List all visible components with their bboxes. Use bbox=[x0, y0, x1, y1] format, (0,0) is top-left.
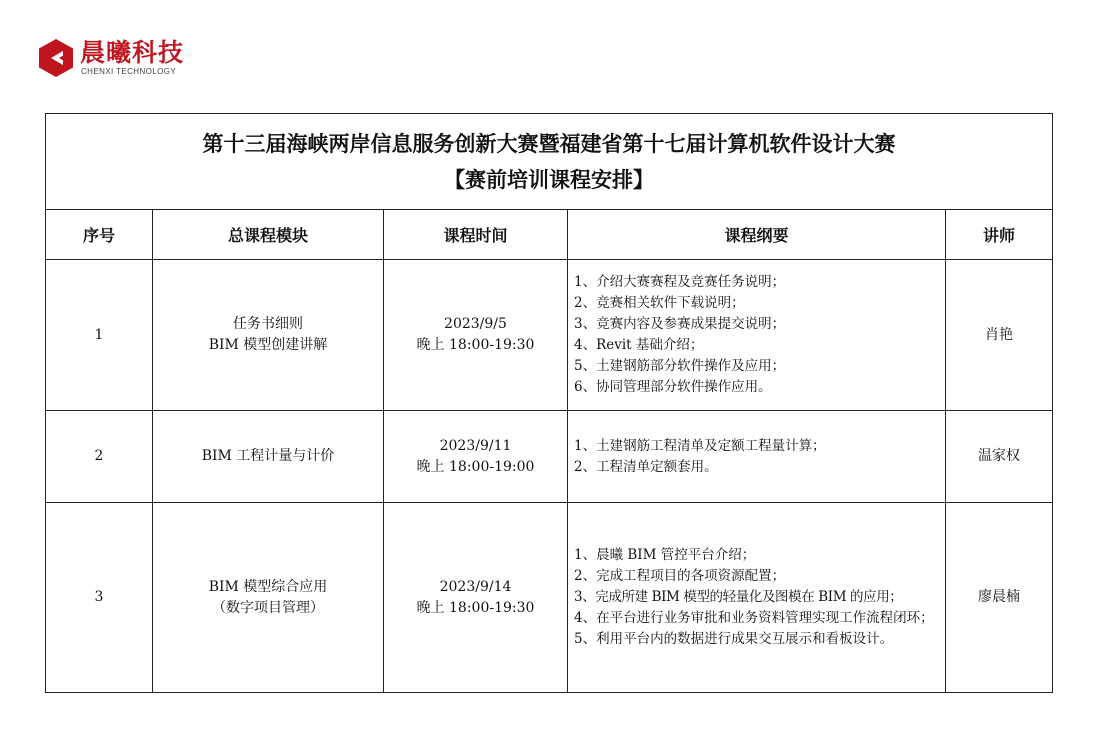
row-time bbox=[384, 260, 568, 411]
outline-item: 1、介绍大赛赛程及竞赛任务说明； bbox=[574, 274, 786, 290]
header-lecturer: 讲师 bbox=[946, 210, 1053, 260]
course-time: 晚上 18:00-19:00 bbox=[416, 458, 535, 475]
outline-item: 5、土建钢筋部分软件操作及应用； bbox=[574, 358, 786, 374]
row-outline bbox=[568, 411, 946, 503]
header-time: 课程时间 bbox=[384, 210, 568, 260]
outline-item: 4、在平台进行业务审批和业务资料管理实现工作流程闭环； bbox=[574, 610, 934, 626]
row-lecturer: 肖艳 bbox=[946, 260, 1053, 411]
outline-item: 6、协同管理部分软件操作应用。 bbox=[574, 379, 772, 395]
company-logo bbox=[36, 38, 184, 78]
header-row bbox=[46, 210, 1053, 260]
row-time bbox=[384, 411, 568, 503]
outline-item: 4、Revit 基础介绍； bbox=[574, 337, 704, 353]
module-line: （数字项目管理） bbox=[212, 599, 324, 616]
row-index: 2 bbox=[46, 411, 153, 503]
document-subtitle: 【赛前培训课程安排】 bbox=[444, 167, 654, 192]
course-date: 2023/9/11 bbox=[439, 437, 512, 454]
row-lecturer: 廖晨楠 bbox=[946, 503, 1053, 693]
row-module bbox=[153, 503, 384, 693]
outline-item: 2、工程清单定额套用。 bbox=[574, 458, 718, 475]
module-line: BIM 模型创建讲解 bbox=[208, 337, 328, 353]
header-module: 总课程模块 bbox=[153, 210, 384, 260]
outline-item: 3、竞赛内容及参赛成果提交说明； bbox=[574, 316, 786, 332]
row-lecturer: 温家权 bbox=[946, 411, 1053, 503]
row-outline bbox=[568, 503, 946, 693]
header-outline: 课程纲要 bbox=[568, 210, 946, 260]
outline-item: 1、晨曦 BIM 管控平台介绍； bbox=[574, 547, 756, 563]
table-row bbox=[46, 503, 1053, 693]
row-index: 1 bbox=[46, 260, 153, 411]
module-line: BIM 模型综合应用 bbox=[208, 578, 328, 595]
course-time: 晚上 18:00-19:30 bbox=[416, 599, 535, 616]
module-line: BIM 工程计量与计价 bbox=[201, 448, 335, 464]
outline-item: 1、土建钢筋工程清单及定额工程量计算； bbox=[574, 437, 826, 454]
logo-name-cn: 晨曦科技 bbox=[80, 38, 185, 67]
chenxi-logo-mark-icon bbox=[36, 38, 76, 78]
module-line: 任务书细则 bbox=[233, 316, 303, 332]
row-time bbox=[384, 503, 568, 693]
outline-item: 3、完成所建 BIM 模型的轻量化及图模在 BIM 的应用； bbox=[574, 589, 903, 605]
course-date: 2023/9/14 bbox=[439, 578, 512, 595]
logo-text-block bbox=[80, 39, 184, 77]
training-schedule-table bbox=[45, 113, 1053, 693]
row-module bbox=[153, 260, 384, 411]
title-cell bbox=[46, 114, 1053, 210]
course-time: 晚上 18:00-19:30 bbox=[416, 337, 535, 353]
outline-item: 2、完成工程项目的各项资源配置； bbox=[574, 568, 786, 584]
course-date: 2023/9/5 bbox=[444, 316, 507, 332]
outline-item: 2、竞赛相关软件下载说明； bbox=[574, 295, 745, 311]
outline-item: 5、利用平台内的数据进行成果交互展示和看板设计。 bbox=[574, 631, 894, 647]
row-outline bbox=[568, 260, 946, 411]
header-index: 序号 bbox=[46, 210, 153, 260]
row-index: 3 bbox=[46, 503, 153, 693]
table-row bbox=[46, 260, 1053, 411]
logo-name-en: CHENXI TECHNOLOGY bbox=[81, 67, 177, 76]
table-row bbox=[46, 411, 1053, 503]
title-row bbox=[46, 114, 1053, 210]
row-module bbox=[153, 411, 384, 503]
document-title: 第十三届海峡两岸信息服务创新大赛暨福建省第十七届计算机软件设计大赛 bbox=[202, 131, 896, 156]
